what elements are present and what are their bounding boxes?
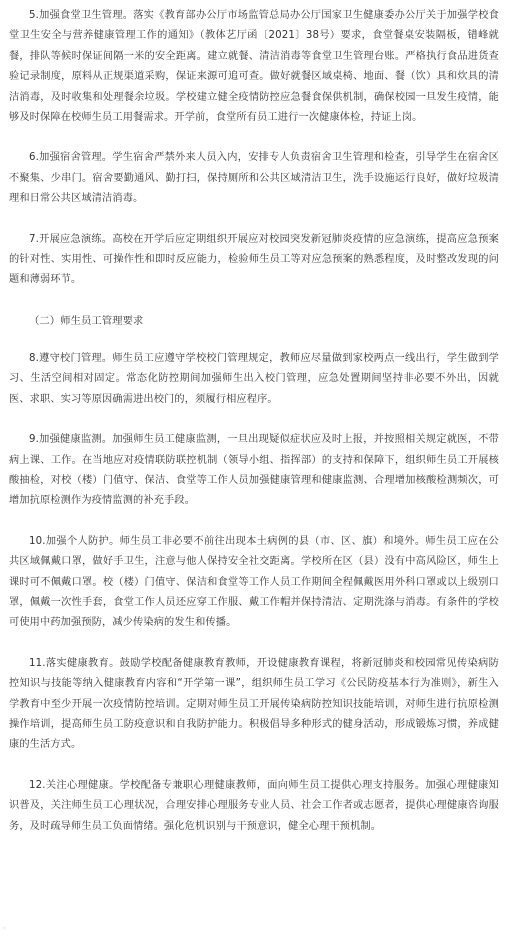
watermark-mark: ◦ [2,924,7,933]
paragraph-gate-management: 8.遵守校门管理。师生员工应遵守学校校门管理规定，教师应尽量做到家校两点一线出行，学生做到学习、生活空间相对固定。常态化防控期间加强师生出入校门管理，应急处置期间坚持非必要不外出，因就医、求职、实习等原因确需进出校门的，须履行相应程序。 [9,352,499,405]
paragraph-mental-health: 12.关注心理健康。学校配备专兼职心理健康教师，面向师生员工提供心理支持服务。加强心理健康知识普及，关注师生员工心理状况，合理安排心理服务专业人员、社会工作者或志愿者，提供心理健康咨询服务，及时疏导师生员工负面情绪。强化危机识别与干预意识，健全心理干预机制。 [9,779,499,832]
paragraph-emergency-drill: 7.开展应急演练。高校在开学后应定期组织开展应对校园突发新冠肺炎疫情的应急演练，提高应急预案的针对性、实用性、可操作性和即时反应能力，检验师生员工等对应急预案的熟悉程度，及时整改发现的问题和薄弱环节。 [9,233,499,286]
paragraph-dormitory: 6.加强宿舍管理。学生宿舍严禁外来人员入内，安排专人负责宿舍卫生管理和检查，引导学生在宿舍区不聚集、少串门。宿舍要勤通风、勤打扫，保持厕所和公共区域清洁卫生，洗手设施运行良好，做好垃圾清理和日常公共区域清洁消毒。 [9,152,499,205]
paragraph-health-monitoring: 9.加强健康监测。加强师生员工健康监测，一旦出现疑似症状应及时上报，并按照相关规定就医，不带病上课、工作。在当地应对疫情联防联控机制（领导小组、指挥部）的支持和保障下，组织师生员工开展核酸抽检，对校（楼）门值守、保洁、食堂等工作人员加强健康管理和健康监测、合理增加核酸检测频次，可增加抗原检测作为疫情监测的补充手段。 [9,434,499,507]
section-heading-staff-student: （二）师生员工管理要求 [29,314,144,327]
paragraph-canteen: 5.加强食堂卫生管理。落实《教育部办公厅市场监管总局办公厅国家卫生健康委办公厅关于加强学校食堂卫生安全与营养健康管理工作的通知》（教体艺厅函〔2021〕38号）要求，食堂餐桌安装隔板，错峰就餐，排队等候时保证间隔一米的安全距离。建立就餐、清洁消毒等食堂卫生管理台账。严格执行食品进货查验记录制度，原料从正规渠道采购，保证来源可追可查。做好就餐区域桌椅、地面、餐（饮）具和炊具的清洁消毒，及时收集和处理餐余垃圾。学校建立健全疫情防控应急餐食保供机制，确保校园一旦发生疫情，能够及时保障在校师生员工用餐需求。开学前，食堂所有员工进行一次健康体检，持证上岗。 [9,10,499,124]
paragraph-personal-protection: 10.加强个人防护。师生员工非必要不前往出现本土病例的县（市、区、旗）和境外。师生员工应在公共区域佩戴口罩，做好手卫生，注意与他人保持安全社交距离。学校所在区（县）没有中高风险区，师生上课时可不佩戴口罩。校（楼）门值守、保洁和食堂等工作人员工作期间全程佩戴医用外科口罩或以上级别口罩，佩戴一次性手套，食堂工作人员还应穿工作服、戴工作帽并保持清洁、定期洗涤与消毒。有条件的学校可使用中药加强预防，减少传染病的发生和传播。 [9,535,499,629]
paragraph-health-education: 11.落实健康教育。鼓励学校配备健康教育教师，开设健康教育课程，将新冠肺炎和校园常见传染病防控知识与技能等纳入健康教育内容和“开学第一课”，组织师生员工学习《公民防疫基本行为准则》，新生入学教育中至少开展一次疫情防控培训。定期对师生员工开展传染病防控知识技能培训，对师生进行抗原检测操作培训，提高师生员工防疫意识和自我防护能力。积极倡导多种形式的健身活动，形成锻炼习惯，养成健康的生活方式。 [9,657,499,751]
